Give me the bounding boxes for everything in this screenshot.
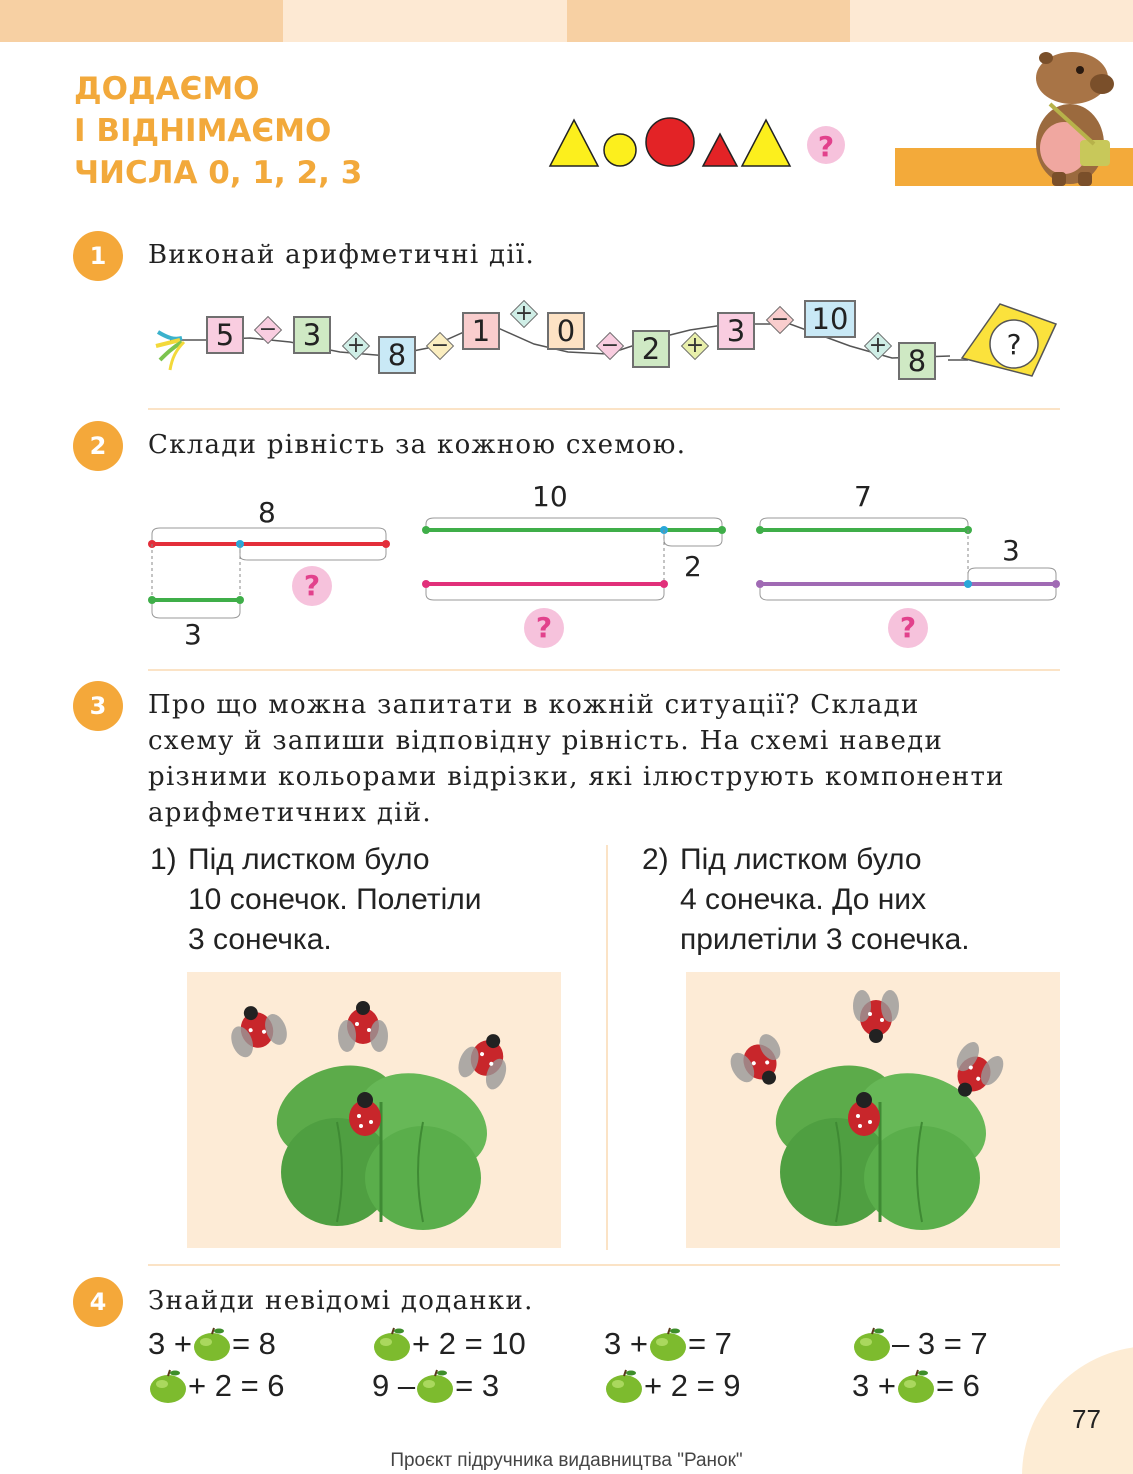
shapes-pattern: [546, 112, 856, 174]
top-stripe-3: [567, 0, 850, 42]
divider-3: [148, 1264, 1060, 1266]
task-1-number: 1: [73, 231, 123, 281]
equation-right: + 2 = 9: [644, 1368, 741, 1403]
task-2-number: 2: [73, 421, 123, 471]
kite-question: ?: [1006, 328, 1022, 361]
equation-2: [372, 1326, 526, 1362]
task-2-text: Склади рівність за кожною схемою.: [148, 430, 687, 460]
ladybug-icon: [222, 997, 291, 1060]
apple-icon: [648, 1326, 688, 1362]
apple-icon: [148, 1368, 188, 1404]
ladybug-icon-5: [725, 1030, 794, 1097]
problem-2-line-1: Під листком було: [680, 843, 922, 876]
page-title: [74, 68, 474, 194]
operator-minus-3: −: [596, 332, 624, 360]
equation-right: + 2 = 6: [188, 1368, 285, 1403]
scheme-3: [750, 512, 1070, 612]
top-stripe-2: [283, 0, 567, 42]
equation-left: 3 +: [852, 1368, 896, 1403]
equation-5: [148, 1368, 285, 1404]
equation-6: [372, 1368, 499, 1404]
yellow-triangle-icon: [550, 120, 598, 166]
scheme-3-side-number: 3: [1002, 534, 1020, 567]
capybara-mascot-icon: [1020, 44, 1120, 188]
equation-left: 3 +: [148, 1326, 192, 1361]
operator-minus-4: −: [766, 306, 794, 334]
scheme-3-question: ?: [888, 608, 928, 648]
chain-box-7: 3: [717, 312, 755, 350]
chain-box-4: 1: [462, 312, 500, 350]
ladybugs-picture-1: [187, 972, 561, 1248]
scheme-2-question: ?: [524, 608, 564, 648]
chain-box-6: 2: [632, 330, 670, 368]
equation-left: 3 +: [604, 1326, 648, 1361]
operator-minus-2: −: [426, 332, 454, 360]
apple-icon: [604, 1368, 644, 1404]
equation-right: = 6: [935, 1368, 980, 1403]
apple-icon: [852, 1326, 892, 1362]
scheme-1: [140, 520, 400, 630]
apple-icon: [192, 1326, 232, 1362]
problem-1-marker: 1): [150, 843, 177, 876]
chain-box-8: 10: [804, 300, 856, 338]
equation-3: [604, 1326, 732, 1362]
operator-plus-1: +: [342, 332, 370, 360]
task-3-text-line-3: різними кольорами відрізки, які ілюструють компоненти: [148, 762, 1005, 792]
equation-8: [852, 1368, 980, 1404]
ladybug-icon-6: [853, 990, 899, 1043]
problem-separator: [606, 845, 608, 1250]
yellow-triangle-icon-2: [742, 120, 790, 166]
kite-icon: [948, 300, 1060, 380]
title-line-3: ЧИСЛА 0, 1, 2, 3: [74, 155, 363, 191]
operator-plus-2: +: [510, 300, 538, 328]
scheme-1-bottom-number: 3: [184, 618, 202, 651]
equation-left: 9 –: [372, 1368, 416, 1403]
footer-note: Проєкт підручника видавництва "Ранок": [390, 1450, 743, 1471]
title-line-2: І ВІДНІМАЄМО: [74, 113, 332, 149]
ladybug-icon-2: [338, 1001, 388, 1052]
top-stripe-4: [850, 0, 1133, 42]
apple-icon: [896, 1368, 936, 1404]
scheme-2-side-number: 2: [684, 550, 702, 583]
chain-box-2: 3: [293, 316, 331, 354]
page-number: 77: [1072, 1404, 1101, 1434]
problem-2: [642, 840, 970, 960]
ladybugs-picture-2: [686, 972, 1060, 1248]
equation-right: = 8: [231, 1326, 276, 1361]
chain-box-9: 8: [898, 342, 936, 380]
equation-right: + 2 = 10: [412, 1326, 526, 1361]
task-1-text: Виконай арифметичні дії.: [148, 240, 536, 270]
problem-1: [150, 840, 482, 960]
scheme-2-top-number: 10: [532, 480, 568, 513]
divider-2: [148, 669, 1060, 671]
chain-box-1: 5: [206, 316, 244, 354]
problem-2-line-3: прилетіли 3 сонечка.: [680, 923, 970, 956]
equation-7: [604, 1368, 741, 1404]
equation-1: [148, 1326, 276, 1362]
apple-icon: [372, 1326, 412, 1362]
title-line-1: ДОДАЄМО: [74, 71, 260, 107]
red-triangle-icon: [703, 134, 737, 166]
divider-1: [148, 408, 1060, 410]
apple-icon: [415, 1368, 455, 1404]
yellow-circle-icon: [604, 134, 636, 166]
problem-1-line-2: 10 сонечок. Полетіли: [188, 883, 482, 916]
problem-2-marker: 2): [642, 843, 669, 876]
scheme-1-question: ?: [292, 566, 332, 606]
top-stripe-1: [0, 0, 283, 42]
equation-right: = 3: [455, 1368, 500, 1403]
task-4-text: Знайди невідомі доданки.: [148, 1286, 534, 1316]
equation-right: = 7: [687, 1326, 732, 1361]
scheme-3-top-number: 7: [854, 480, 872, 513]
task-3-text-line-2: схему й запиши відповідну рівність. На схемі наведи: [148, 726, 944, 756]
problem-1-line-1: Під листком було: [188, 843, 430, 876]
ladybug-icon-3: [454, 1026, 517, 1092]
task-4-number: 4: [73, 1277, 123, 1327]
task-3-number: 3: [73, 681, 123, 731]
operator-plus-3: +: [681, 332, 709, 360]
operator-plus-4: +: [864, 332, 892, 360]
operator-minus-1: −: [254, 316, 282, 344]
equation-right: – 3 = 7: [892, 1326, 988, 1361]
shapes-question: ?: [817, 130, 835, 163]
problem-2-line-2: 4 сонечка. До них: [680, 883, 927, 916]
chain-box-3: 8: [378, 336, 416, 374]
red-circle-icon: [646, 118, 694, 166]
chain-box-5: 0: [547, 312, 585, 350]
problem-1-line-3: 3 сонечка.: [188, 923, 332, 956]
equation-4: [852, 1326, 988, 1362]
task-3-text-line-4: арифметичних дій.: [148, 798, 432, 828]
scheme-1-top-number: 8: [258, 496, 276, 529]
task-3-text-line-1: Про що можна запитати в кожній ситуації? Склади: [148, 690, 920, 720]
